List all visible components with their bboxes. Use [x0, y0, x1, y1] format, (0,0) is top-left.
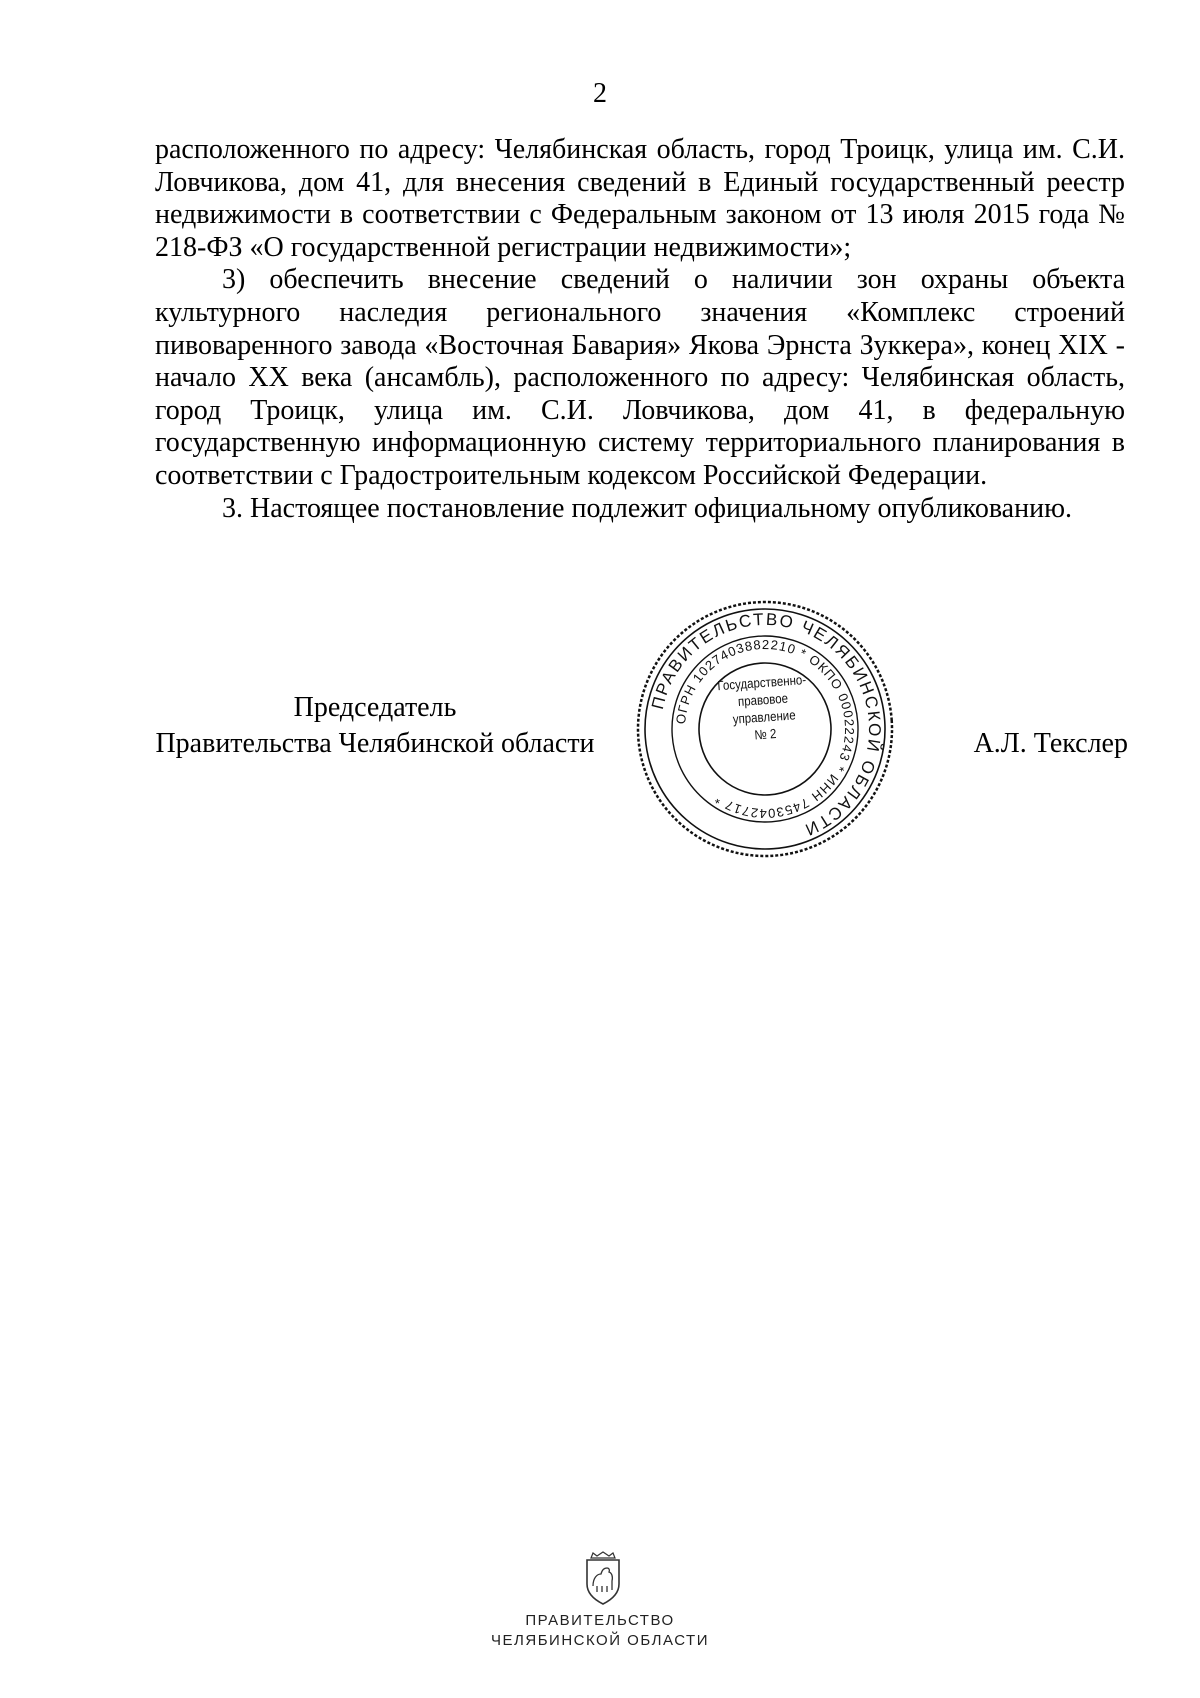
signatory-title	[155, 690, 595, 762]
seal-center-line1: Государственно-	[717, 673, 807, 694]
paragraph-continuation: расположенного по адресу: Челябинская область, город Троицк, улица им. С.И. Ловчикова, дом 41, для внесения сведений в Единый государственный реестр недвижимости в соответствии с Федеральным законом от 13 июля 2015 года № 218-ФЗ «О государственной регистрации недвижимости»;	[155, 134, 1125, 263]
signatory-title-line1: Председатель	[293, 692, 457, 723]
footer-org-line2: ЧЕЛЯБИНСКОЙ ОБЛАСТИ	[491, 1632, 709, 1649]
document-body	[155, 134, 1125, 525]
seal-outer-text: ПРАВИТЕЛЬСТВО ЧЕЛЯБИНСКОЙ ОБЛАСТИ	[647, 609, 885, 840]
signatory-title-line2: Правительства Челябинской области	[155, 728, 595, 759]
page-number: 2	[593, 78, 607, 109]
official-seal	[625, 589, 905, 869]
seal-center-line3: управление	[732, 709, 797, 728]
seal-center-line2: правовое	[737, 692, 789, 710]
signatory-name: А.Л. Текслер	[973, 728, 1128, 759]
seal-center-line4: № 2	[754, 727, 777, 743]
paragraph-publication: 3. Настоящее постановление подлежит официальному опубликованию.	[222, 492, 1072, 524]
seal-center-text	[711, 672, 816, 748]
chelyabinsk-coat-of-arms-icon	[581, 1550, 625, 1606]
paragraph-item-3: 3) обеспечить внесение сведений о наличии зон охраны объекта культурного наследия регионального значения «Комплекс строений пивоваренного завода «Восточная Бавария» Якова Эрнста Зуккера», конец XIX - начало XX века (ансамбль), расположенного по адресу: Челябинская область, город Троицк, улица им. С.И. Ловчикова, дом 41, в федеральную государственную информационную систему территориального планирования в соответствии с Градостроительным кодексом Российской Федерации.	[155, 264, 1125, 491]
seal-ring-text: ОГРН 1027403882210 * ОКПО 00022243 * ИНН 7453042717 *	[673, 636, 858, 822]
footer-org-line1: ПРАВИТЕЛЬСТВО	[525, 1612, 675, 1629]
